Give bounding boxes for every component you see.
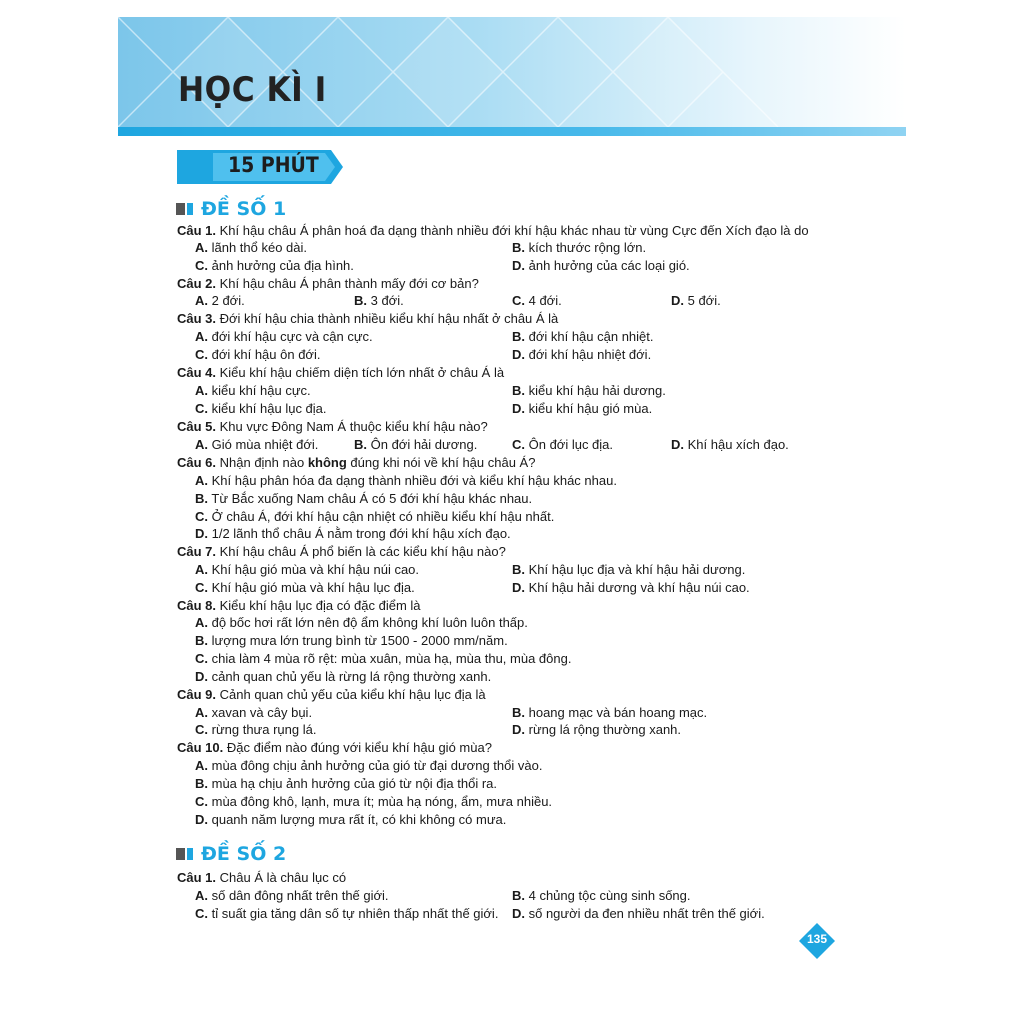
option-b: B. mùa hạ chịu ảnh hưởng của gió từ nội địa thổi ra.	[195, 776, 497, 791]
square-bullet-icon	[187, 203, 193, 215]
option-b: B. 3 đới.	[354, 293, 404, 308]
option-b: B. kiểu khí hậu hải dương.	[512, 383, 666, 398]
option-d: D. quanh năm lượng mưa rất ít, có khi không có mưa.	[195, 812, 507, 827]
option-a: A. Khí hậu phân hóa đa dạng thành nhiều đới và kiểu khí hậu khác nhau.	[195, 473, 617, 488]
question: Câu 9. Cảnh quan chủ yếu của kiểu khí hậu lục địa là	[177, 687, 486, 702]
option-d: D. Khí hậu xích đạo.	[671, 437, 789, 452]
option-c: C. rừng thưa rụng lá.	[195, 722, 317, 737]
option-a: A. Khí hậu gió mùa và khí hậu núi cao.	[195, 562, 420, 577]
option-b: B. 4 chủng tộc cùng sinh sống.	[512, 888, 691, 903]
option-b: B. lượng mưa lớn trung bình từ 1500 - 2000 mm/năm.	[195, 633, 508, 648]
question: Câu 7. Khí hậu châu Á phổ biến là các kiểu khí hậu nào?	[177, 544, 506, 559]
option-d: D. 5 đới.	[671, 293, 721, 308]
option-c: C. Khí hậu gió mùa và khí hậu lục địa.	[195, 580, 415, 595]
option-a: A. số dân đông nhất trên thế giới.	[195, 888, 389, 903]
option-a: A. độ bốc hơi rất lớn nên độ ẩm không khí luôn luôn thấp.	[195, 615, 528, 630]
section-heading-1	[176, 198, 286, 220]
option-a: A. lãnh thổ kéo dài.	[195, 240, 308, 255]
option-d: D. kiểu khí hậu gió mùa.	[512, 401, 653, 416]
option-a: A. xavan và cây bụi.	[195, 705, 313, 720]
section-heading-2	[176, 843, 286, 865]
question: Câu 8. Kiểu khí hậu lục địa có đặc điểm là	[177, 598, 421, 613]
option-c: C. kiểu khí hậu lục địa.	[195, 401, 327, 416]
option-d: D. cảnh quan chủ yếu là rừng lá rộng thường xanh.	[195, 669, 492, 684]
ribbon-label: 15 PHÚT	[228, 153, 319, 177]
header-underline	[118, 127, 906, 136]
square-bullet-icon	[176, 203, 185, 215]
option-d: D. rừng lá rộng thường xanh.	[512, 722, 682, 737]
option-a: A. mùa đông chịu ảnh hưởng của gió từ đại dương thổi vào.	[195, 758, 543, 773]
page-title: HỌC KÌ I	[178, 70, 327, 110]
option-b: B. Ôn đới hải dương.	[354, 437, 478, 452]
option-d: D. Khí hậu hải dương và khí hậu núi cao.	[512, 580, 750, 595]
option-c: C. mùa đông khô, lạnh, mưa ít; mùa hạ nóng, ẩm, mưa nhiều.	[195, 794, 553, 809]
option-a: A. đới khí hậu cực và cận cực.	[195, 329, 373, 344]
option-c: C. Ôn đới lục địa.	[512, 437, 614, 452]
option-d: D. 1/2 lãnh thổ châu Á nằm trong đới khí hậu xích đạo.	[195, 526, 511, 541]
option-d: D. đới khí hậu nhiệt đới.	[512, 347, 652, 362]
option-a: A. 2 đới.	[195, 293, 245, 308]
section-title: ĐỀ SỐ 1	[201, 198, 287, 220]
option-c: C. chia làm 4 mùa rõ rệt: mùa xuân, mùa hạ, mùa thu, mùa đông.	[195, 651, 572, 666]
square-bullet-icon	[187, 848, 193, 860]
option-d: D. ảnh hưởng của các loại gió.	[512, 258, 690, 273]
option-b: B. kích thước rộng lớn.	[512, 240, 647, 255]
option-b: B. Khí hậu lục địa và khí hậu hải dương.	[512, 562, 746, 577]
page-number-badge	[798, 922, 836, 960]
square-bullet-icon	[176, 848, 185, 860]
option-c: C. đới khí hậu ôn đới.	[195, 347, 321, 362]
option-a: A. kiểu khí hậu cực.	[195, 383, 311, 398]
option-b: B. hoang mạc và bán hoang mạc.	[512, 705, 708, 720]
option-d: D. số người da đen nhiều nhất trên thế giới.	[512, 906, 765, 921]
question: Câu 10. Đặc điểm nào đúng với kiểu khí hậu gió mùa?	[177, 740, 492, 755]
question: Câu 1. Khí hậu châu Á phân hoá đa dạng thành nhiều đới khí hậu khác nhau từ vùng Cực đến Xích đạo là do	[177, 223, 809, 238]
option-c: C. tỉ suất gia tăng dân số tự nhiên thấp nhất thế giới.	[195, 906, 499, 921]
question: Câu 3. Đới khí hậu chia thành nhiều kiểu khí hậu nhất ở châu Á là	[177, 311, 559, 326]
question: Câu 2. Khí hậu châu Á phân thành mấy đới cơ bản?	[177, 276, 479, 291]
question: Câu 1. Châu Á là châu lục có	[177, 870, 347, 885]
question: Câu 6. Nhận định nào không đúng khi nói về khí hậu châu Á?	[177, 455, 536, 470]
option-c: C. ảnh hưởng của địa hình.	[195, 258, 354, 273]
option-b: B. đới khí hậu cận nhiệt.	[512, 329, 654, 344]
section-title: ĐỀ SỐ 2	[201, 843, 287, 865]
option-a: A. Gió mùa nhiệt đới.	[195, 437, 319, 452]
page-number: 135	[806, 932, 828, 946]
option-b: B. Từ Bắc xuống Nam châu Á có 5 đới khí hậu khác nhau.	[195, 491, 533, 506]
question: Câu 5. Khu vực Đông Nam Á thuộc kiểu khí hậu nào?	[177, 419, 488, 434]
option-c: C. Ở châu Á, đới khí hậu cận nhiệt có nhiều kiểu khí hậu nhất.	[195, 509, 555, 524]
question: Câu 4. Kiểu khí hậu chiếm diện tích lớn nhất ở châu Á là	[177, 365, 505, 380]
option-c: C. 4 đới.	[512, 293, 562, 308]
